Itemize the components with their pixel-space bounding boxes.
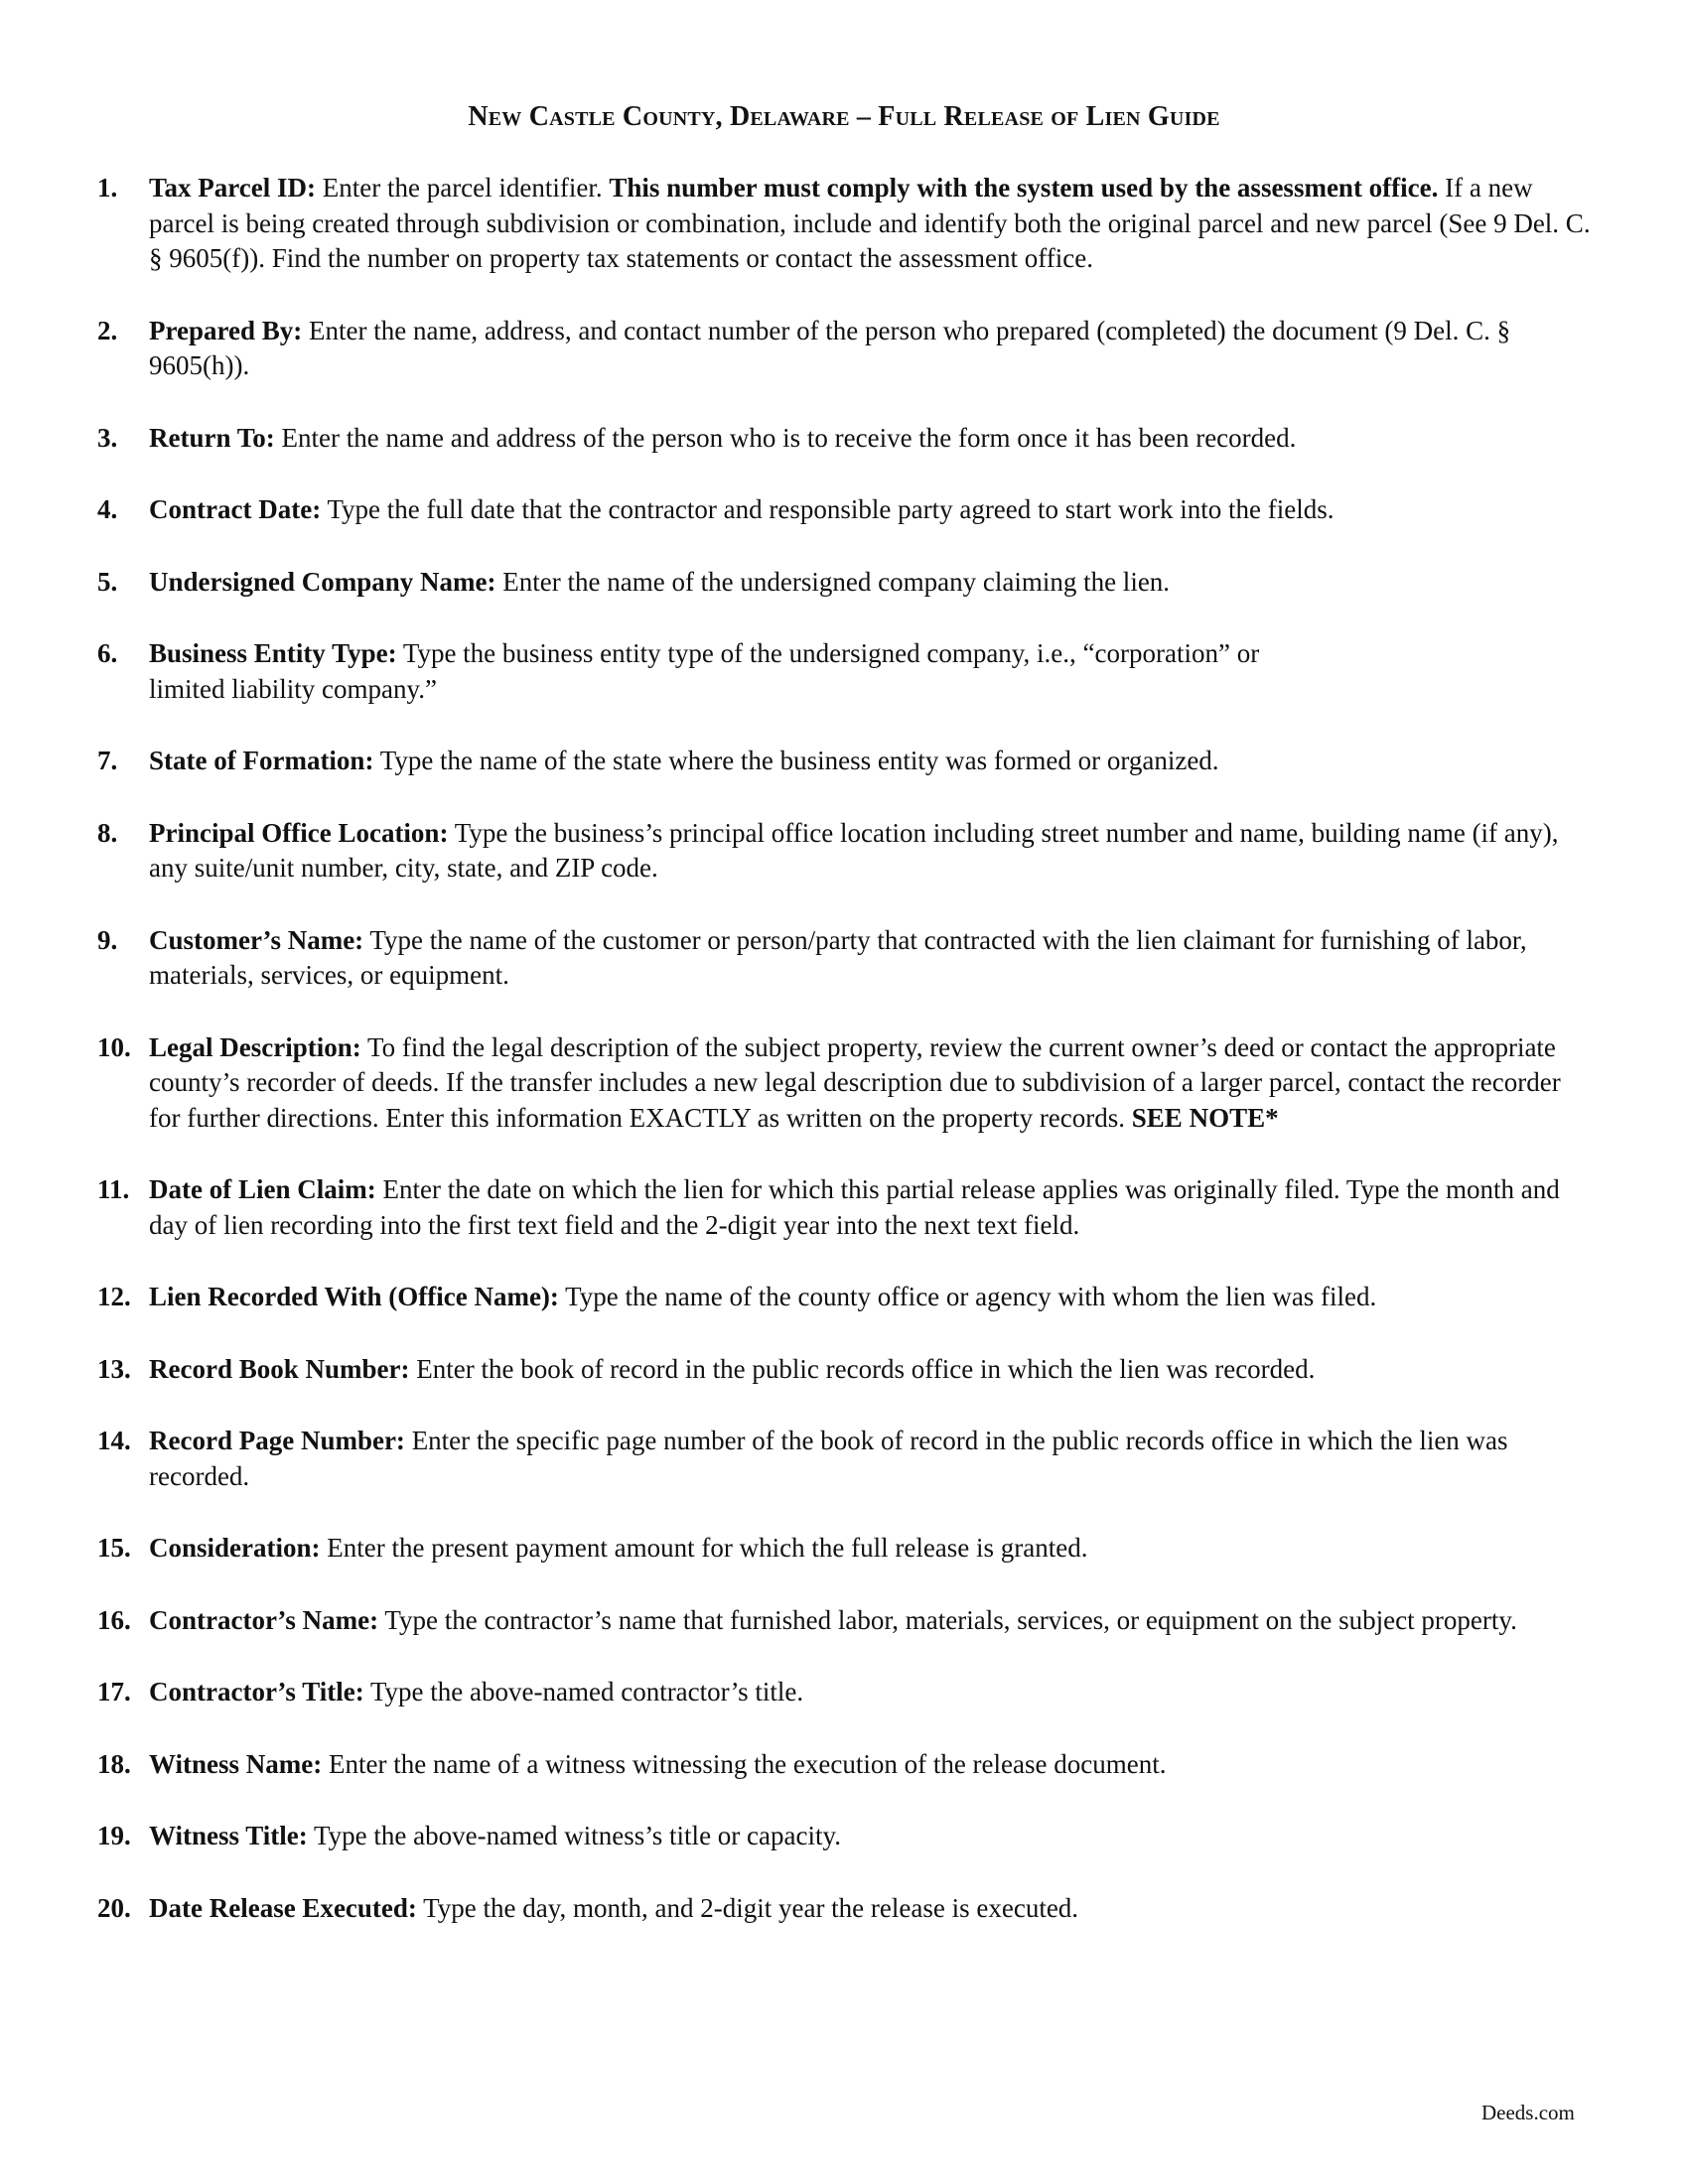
item-text: Type the name of the customer or person/party that contracted with the lien claimant for furnishing of labor, materials, services, or equipment. (149, 924, 1527, 990)
item-label: Customer’s Name: (149, 924, 364, 955)
item-text: Enter the name of the undersigned company claiming the lien. (495, 566, 1171, 597)
item-text: Type the contractor’s name that furnished labor, materials, services, or equipment on the subject property. (378, 1604, 1517, 1635)
guide-item-tax-parcel-id (97, 171, 1597, 277)
guide-item-return-to (97, 421, 1597, 457)
item-label: State of Formation: (149, 746, 374, 775)
guide-item-customers-name (97, 923, 1597, 994)
item-text: Type the full date that the contractor and responsible party agreed to start work into the fields. (321, 494, 1335, 524)
item-label: Record Page Number: (149, 1426, 405, 1455)
item-label: Business Entity Type: (149, 638, 397, 668)
page-title: New Castle County, Delaware – Full Release of Lien Guide (468, 101, 1220, 132)
item-label: Principal Office Location: (149, 817, 449, 848)
item-number: 15. (97, 1533, 131, 1563)
item-text: Enter the parcel identifier. (316, 173, 610, 203)
item-label: Tax Parcel ID: (149, 173, 316, 203)
item-label: Witness Name: (149, 1748, 323, 1779)
item-number: 12. (97, 1282, 131, 1311)
item-text: If a new parcel is being created through subdivision or combination, include and identify both the original parcel and new parcel (See 9 Del. C. § 9605(f)). Find the number on property tax statements or contact the assessment office. (149, 173, 1591, 273)
item-label: Date Release Executed: (149, 1892, 417, 1923)
guide-item-undersigned-company-name (97, 565, 1597, 601)
item-number: 16. (97, 1604, 131, 1635)
item-number: 9. (97, 924, 118, 955)
item-text: Type the above-named contractor’s title. (363, 1677, 804, 1706)
item-text: To find the legal description of the subject property, review the current owner’s deed or contact the appropriate county’s recorder of deeds. If the transfer includes a new legal description due to subdivision of a larger parcel, contact the recorder for further directions. Enter this information EXACTLY as written on the property records. (149, 1031, 1561, 1133)
item-label: Date of Lien Claim: (149, 1174, 376, 1204)
item-text: Enter the present payment amount for which the full release is granted. (320, 1533, 1088, 1563)
item-number: 1. (97, 173, 118, 203)
guide-item-witness-name (97, 1747, 1597, 1783)
item-number: 14. (97, 1426, 131, 1455)
item-text: Type the business entity type of the undersigned company, i.e., “corporation” or (396, 638, 1260, 668)
guide-item-prepared-by (97, 314, 1597, 384)
item-text: Enter the book of record in the public records office in which the lien was recorded. (409, 1353, 1316, 1384)
item-text: Enter the specific page number of the book of record in the public records office in which the lien was recorded. (149, 1426, 1508, 1491)
item-label: Contractor’s Title: (149, 1677, 364, 1706)
guide-item-witness-title (97, 1819, 1597, 1854)
guide-item-contract-date (97, 492, 1597, 528)
item-number: 5. (97, 566, 118, 597)
guide-item-business-entity-type (97, 636, 1597, 707)
item-label: Prepared By: (149, 315, 303, 345)
guide-item-contractors-name (97, 1603, 1597, 1639)
item-emphasis: SEE NOTE* (1131, 1102, 1279, 1133)
item-text: Type the name of the county office or agency with whom the lien was filed. (558, 1282, 1377, 1311)
item-label: Record Book Number: (149, 1353, 410, 1384)
item-number: 6. (97, 638, 118, 668)
item-label: Contractor’s Name: (149, 1604, 379, 1635)
item-text: Type the day, month, and 2-digit year the release is executed. (416, 1892, 1079, 1923)
item-label: Lien Recorded With (Office Name): (149, 1282, 559, 1311)
item-number: 3. (97, 422, 118, 453)
item-label: Legal Description: (149, 1031, 361, 1062)
item-text: limited liability company.” (149, 673, 437, 704)
item-text: Enter the name and address of the person who is to receive the form once it has been recorded. (274, 422, 1297, 453)
item-label: Contract Date: (149, 494, 322, 524)
guide-item-legal-description (97, 1030, 1597, 1137)
item-number: 4. (97, 494, 118, 524)
guide-item-date-release-executed (97, 1891, 1597, 1927)
item-number: 10. (97, 1031, 131, 1062)
item-number: 7. (97, 746, 118, 775)
item-text: Type the above-named witness’s title or capacity. (307, 1821, 841, 1850)
item-text: Enter the name of a witness witnessing the execution of the release document. (322, 1748, 1167, 1779)
item-label: Return To: (149, 422, 275, 453)
item-text: Enter the date on which the lien for which this partial release applies was originally filed. Type the month and day of lien recording into the first text field and the 2-digit year into the next text field. (149, 1174, 1560, 1240)
guide-item-contractors-title (97, 1675, 1597, 1710)
item-label: Consideration: (149, 1533, 321, 1563)
item-text: Type the name of the state where the business entity was formed or organized. (373, 746, 1219, 775)
item-number: 17. (97, 1677, 131, 1706)
item-number: 13. (97, 1353, 131, 1384)
item-number: 20. (97, 1892, 131, 1923)
guide-item-date-of-lien-claim (97, 1172, 1597, 1243)
footer-brand: Deeds.com (1481, 2101, 1575, 2124)
item-emphasis: This number must comply with the system used by the assessment office. (609, 173, 1439, 203)
item-number: 8. (97, 817, 118, 848)
item-number: 18. (97, 1748, 131, 1779)
item-label: Witness Title: (149, 1821, 308, 1850)
item-number: 2. (97, 315, 118, 345)
guide-item-state-of-formation (97, 744, 1597, 779)
guide-list (97, 171, 1597, 1963)
guide-item-principal-office-location (97, 816, 1597, 887)
guide-item-record-page-number (97, 1424, 1597, 1494)
item-text: Type the business’s principal office location including street number and name, building name (if any), any suite/unit number, city, state, and ZIP code. (149, 817, 1559, 883)
item-number: 19. (97, 1821, 131, 1850)
guide-item-record-book-number (97, 1352, 1597, 1388)
guide-item-lien-recorded-with (97, 1280, 1597, 1315)
guide-item-consideration (97, 1531, 1597, 1567)
item-label: Undersigned Company Name: (149, 566, 496, 597)
item-text: Enter the name, address, and contact number of the person who prepared (completed) the document (9 Del. C. § 9605(h)). (149, 315, 1511, 380)
item-number: 11. (97, 1174, 130, 1204)
